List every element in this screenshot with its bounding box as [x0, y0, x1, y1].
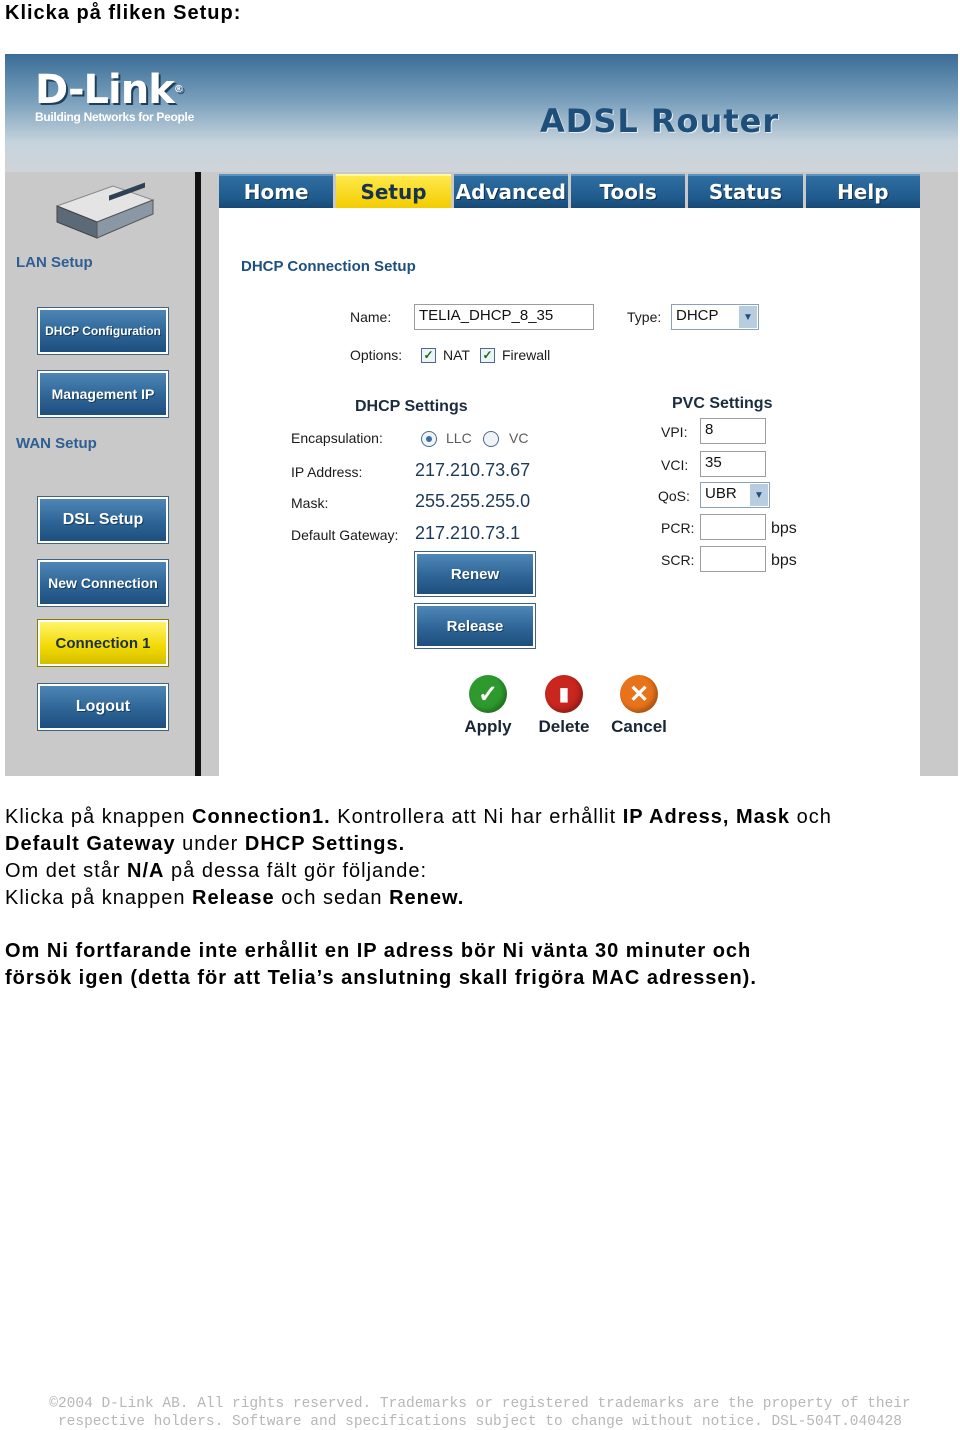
vc-radio[interactable]: [483, 431, 499, 447]
vpi-label: VPI:: [661, 424, 688, 440]
instruction-paragraph-3: Klicka på knappen Release och sedan Renew.: [5, 887, 465, 909]
product-title: ADSL Router: [540, 102, 780, 140]
ip-address-label: IP Address:: [291, 464, 363, 480]
sidebar: [5, 172, 195, 776]
management-ip-button[interactable]: Management IP: [38, 371, 168, 417]
section-title: DHCP Connection Setup: [241, 258, 416, 275]
trash-icon: ▮: [545, 675, 583, 713]
firewall-label: Firewall: [502, 347, 551, 363]
router-device-icon: [53, 182, 155, 244]
wan-setup-label: WAN Setup: [16, 435, 97, 452]
nat-label: NAT: [443, 347, 470, 363]
default-gateway-value: 217.210.73.1: [415, 523, 521, 543]
instruction-paragraph-1: Klicka på knappen Connection1. Kontrollera att Ni har erhållit IP Adress, Mask och Default Gateway under DHCP Settings.: [5, 806, 832, 855]
scr-input[interactable]: [700, 546, 766, 572]
qos-label: QoS:: [658, 488, 690, 504]
default-gateway-label: Default Gateway:: [291, 527, 399, 543]
apply-button[interactable]: ✓ Apply: [448, 675, 528, 737]
nat-checkbox[interactable]: ✓: [421, 348, 436, 363]
doc-heading: Klicka på fliken Setup:: [5, 2, 242, 24]
name-label: Name:: [350, 309, 392, 325]
header-banner: [5, 54, 958, 172]
tab-help[interactable]: Help: [806, 174, 920, 208]
tab-tools[interactable]: Tools: [571, 174, 685, 208]
cancel-button[interactable]: ✕ Cancel: [599, 675, 679, 737]
vc-label: VC: [509, 430, 529, 446]
tab-advanced[interactable]: Advanced: [454, 174, 568, 208]
tab-home[interactable]: Home: [219, 174, 333, 208]
mask-value: 255.255.255.0: [415, 491, 531, 511]
chevron-down-icon: ▼: [750, 484, 768, 506]
vci-label: VCI:: [661, 457, 689, 473]
new-connection-button[interactable]: New Connection: [38, 560, 168, 606]
footer-line-1: ©2004 D-Link AB. All rights reserved. Trademarks or registered trademarks are the property of their: [49, 1396, 911, 1412]
connection-1-button[interactable]: Connection 1: [38, 620, 168, 666]
sidebar-divider: [195, 172, 201, 776]
logo-tagline: Building Networks for People: [35, 110, 194, 124]
pcr-input[interactable]: [700, 514, 766, 540]
main-tabs: [219, 174, 920, 208]
firewall-checkbox[interactable]: ✓: [480, 348, 495, 363]
tab-setup[interactable]: Setup: [336, 174, 450, 208]
qos-select[interactable]: UBR ▼: [700, 482, 770, 508]
tab-status[interactable]: Status: [688, 174, 802, 208]
pvc-settings-heading: PVC Settings: [672, 395, 773, 412]
mask-label: Mask:: [291, 495, 329, 511]
scr-unit: bps: [771, 552, 797, 569]
scr-label: SCR:: [661, 552, 695, 568]
close-icon: ✕: [620, 675, 658, 713]
type-label: Type:: [627, 309, 662, 325]
router-screenshot: [5, 54, 958, 776]
encapsulation-label: Encapsulation:: [291, 430, 383, 446]
logout-button[interactable]: Logout: [38, 684, 168, 730]
dhcp-settings-heading: DHCP Settings: [355, 398, 468, 415]
checkmark-icon: ✓: [469, 675, 507, 713]
dsl-setup-button[interactable]: DSL Setup: [38, 497, 168, 543]
vci-input[interactable]: 35: [700, 451, 766, 477]
name-input[interactable]: TELIA_DHCP_8_35: [414, 304, 594, 330]
llc-radio[interactable]: [421, 431, 437, 447]
dhcp-configuration-button[interactable]: DHCP Configuration: [38, 308, 168, 354]
instruction-paragraph-2: Om det står N/A på dessa fält gör följande:: [5, 860, 428, 882]
renew-button[interactable]: Renew: [415, 552, 535, 596]
release-button[interactable]: Release: [415, 604, 535, 648]
dlink-logo: D-Link® Building Networks for People: [35, 67, 194, 124]
type-select[interactable]: DHCP ▼: [671, 304, 759, 330]
delete-button[interactable]: ▮ Delete: [524, 675, 604, 737]
lan-setup-label: LAN Setup: [16, 254, 93, 271]
chevron-down-icon: ▼: [739, 306, 757, 328]
pcr-unit: bps: [771, 520, 797, 537]
vpi-input[interactable]: 8: [700, 418, 766, 444]
footer-line-2: respective holders. Software and specifications subject to change without notice. DSL-504T.040428: [57, 1414, 903, 1430]
pcr-label: PCR:: [661, 520, 695, 536]
llc-label: LLC: [446, 430, 472, 446]
instruction-paragraph-4: Om Ni fortfarande inte erhållit en IP adress bör Ni vänta 30 minuter och försök igen (detta för att Telia’s anslutning skall frigöra MAC adressen).: [5, 940, 757, 989]
ip-address-value: 217.210.73.67: [415, 460, 531, 480]
options-label: Options:: [350, 347, 403, 363]
